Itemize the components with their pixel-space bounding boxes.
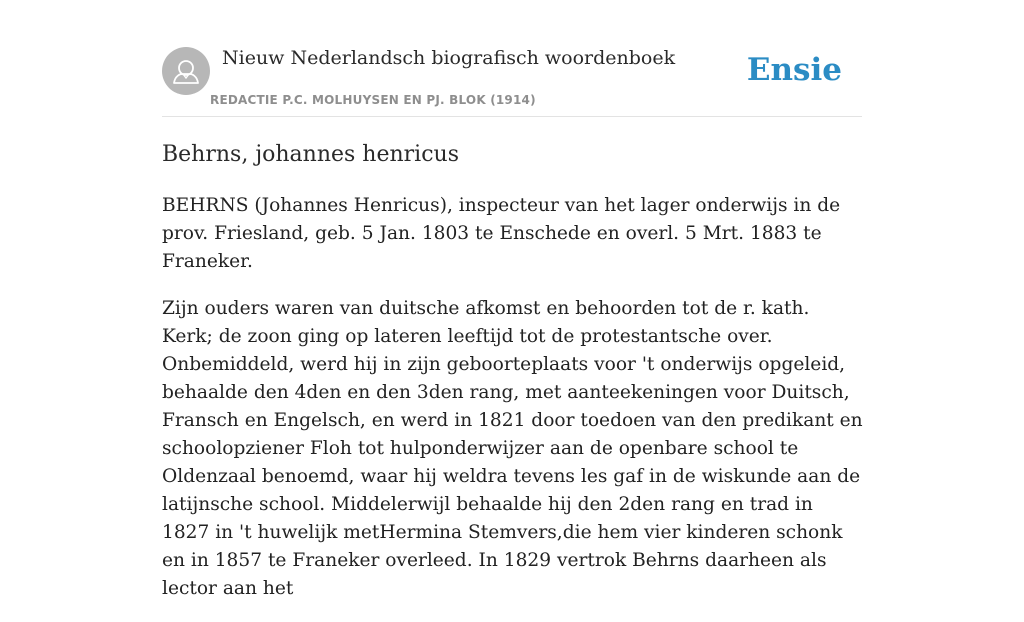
user-icon bbox=[162, 47, 210, 95]
entry-title: Behrns, johannes henricus bbox=[162, 142, 459, 167]
entry-paragraph-1: BEHRNS (Johannes Henricus), inspecteur van het lager onderwijs in de prov. Friesland, geb. 5 Jan. 1803 te Enschede en overl. 5 Mrt. 1883 te Franeker. bbox=[162, 195, 841, 272]
book-title[interactable]: Nieuw Nederlandsch biografisch woordenboek bbox=[222, 47, 676, 69]
book-editors: REDACTIE P.C. MOLHUYSEN EN PJ. BLOK (1914) bbox=[210, 93, 536, 107]
book-header bbox=[162, 46, 862, 117]
avatar[interactable] bbox=[162, 47, 210, 95]
brand-logo[interactable]: Ensie bbox=[746, 52, 842, 88]
entry-body bbox=[162, 192, 866, 622]
entry-paragraph-2: Zijn ouders waren van duitsche afkomst en behoorden tot de r. kath. Kerk; de zoon ging op lateren leeftijd tot de protestantsche over. Onbemiddeld, werd hij in zijn geboorteplaats voor 't onderwijs opgeleid, behaalde den 4den en den 3den rang, met aanteekeningen voor Duitsch, Fransch en Engelsch, en werd in 1821 door toedoen van den predikant en schoolopziener Floh tot hulponderwijzer aan de openbare school te Oldenzaal benoemd, waar hij weldra tevens les gaf in de wiskunde aan de latijnsche school. Middelerwijl behaalde hij den 2den rang en trad in 1827 in 't huwelijk metHermina Stemvers,die hem vier kinderen schonk en in 1857 te Franeker overleed. In 1829 vertrok Behrns daarheen als lector aan het bbox=[162, 298, 863, 599]
